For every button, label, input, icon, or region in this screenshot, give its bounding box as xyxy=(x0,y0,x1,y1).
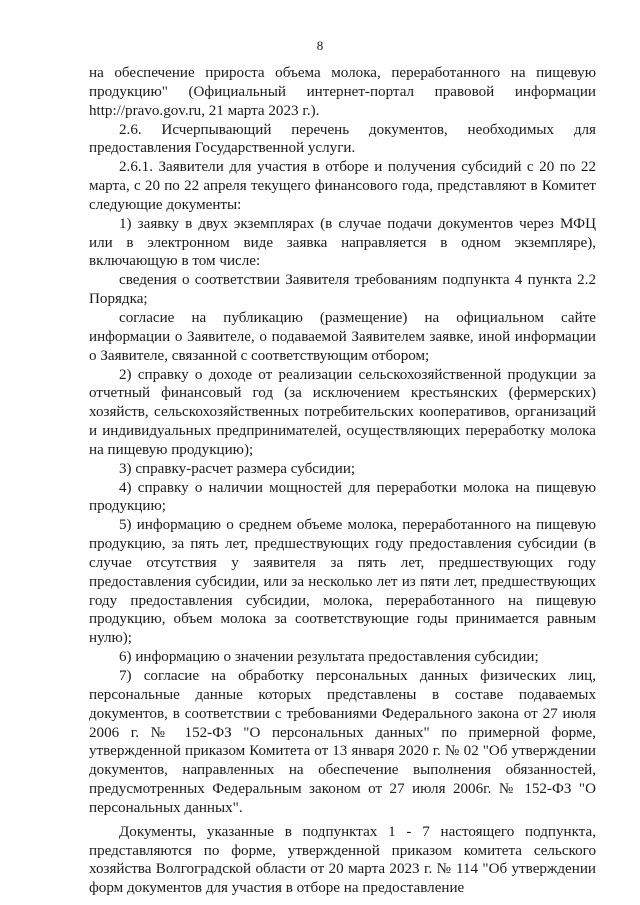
list-item-3: 3) справку-расчет размера субсидии; xyxy=(119,460,356,477)
list-item-5: 5) информацию о среднем объеме молока, переработанного на пищевую продукцию, за пять лет, предшествующих году предоставления субсидии (в случае отсутствия у заявителя за пять лет, предшествующих году предоставления субсидии, или за несколько лет из пяти лет, предшествующих году предоставления субсидии, молока, переработанного на пищевую продукцию, объем молока за соответствующие годы принимается равным нулю); xyxy=(89,517,596,647)
list-item-6: 6) информацию о значении результата предоставления субсидии; xyxy=(119,649,539,666)
list-item-1: 1) заявку в двух экземплярах (в случае подачи документов через МФЦ или в электронном виде заявка направляется в одном экземпляре), включающую в том числе: xyxy=(89,215,596,270)
list-item-4: 4) справку о наличии мощностей для переработки молока на пищевую продукцию; xyxy=(89,479,596,515)
document-body xyxy=(89,64,596,898)
page-number: 8 xyxy=(316,38,324,53)
list-item-2: 2) справку о доходе от реализации сельскохозяйственной продукции за отчетный финансовый год (за исключением крестьянских (фермерских) хозяйств, сельскохозяйственных потребительских кооперативов, организаций и индивидуальных предпринимателей, осуществляющих переработку молока на пищевую продукцию); xyxy=(89,366,596,458)
paragraph-2-6-1: 2.6.1. Заявители для участия в отборе и получения субсидий с 20 по 22 марта, с 20 по 22 апреля текущего финансового года, представляют в Комитет следующие документы: xyxy=(89,159,596,213)
paragraph-continuation: на обеспечение прироста объема молока, переработанного на пищевую продукцию" (Официальный интернет-портал правовой информации http://pravo.gov.ru, 21 марта 2023 г.). xyxy=(89,65,596,119)
paragraph-documents-form: Документы, указанные в подпунктах 1 - 7 настоящего подпункта, представляются по форме, утвержденной приказом комитета сельского хозяйства Волгоградской области от 20 марта 2023 г. № 114 "Об утверждении форм документов для участия в отборе на предоставление xyxy=(89,823,596,897)
list-subitem-consent-publication: согласие на публикацию (размещение) на официальном сайте информации о Заявителе, о подаваемой Заявителем заявке, иной информации о Заявителе, связанной с соответствующим отбором; xyxy=(89,309,596,364)
paragraph-2-6: 2.6. Исчерпывающий перечень документов, необходимых для предоставления Государственной услуги. xyxy=(89,121,596,157)
list-subitem-compliance: сведения о соответствии Заявителя требованиям подпункта 4 пункта 2.2 Порядка; xyxy=(89,272,596,308)
list-item-7: 7) согласие на обработку персональных данных физических лиц, персональные данные которых представлены в составе подаваемых документов, в соответствии с требованиями Федерального закона от 27 июля 2006 г. № 152-ФЗ "О персональных данных" по примерной форме, утвержденной приказом Комитета от 13 января 2020 г. № 02 "Об утверждении документов, направленных на обеспечение выполнения обязанностей, предусмотренных Федеральным законом от 27 июля 2006г. № 152-ФЗ "О персональных данных". xyxy=(89,668,596,816)
